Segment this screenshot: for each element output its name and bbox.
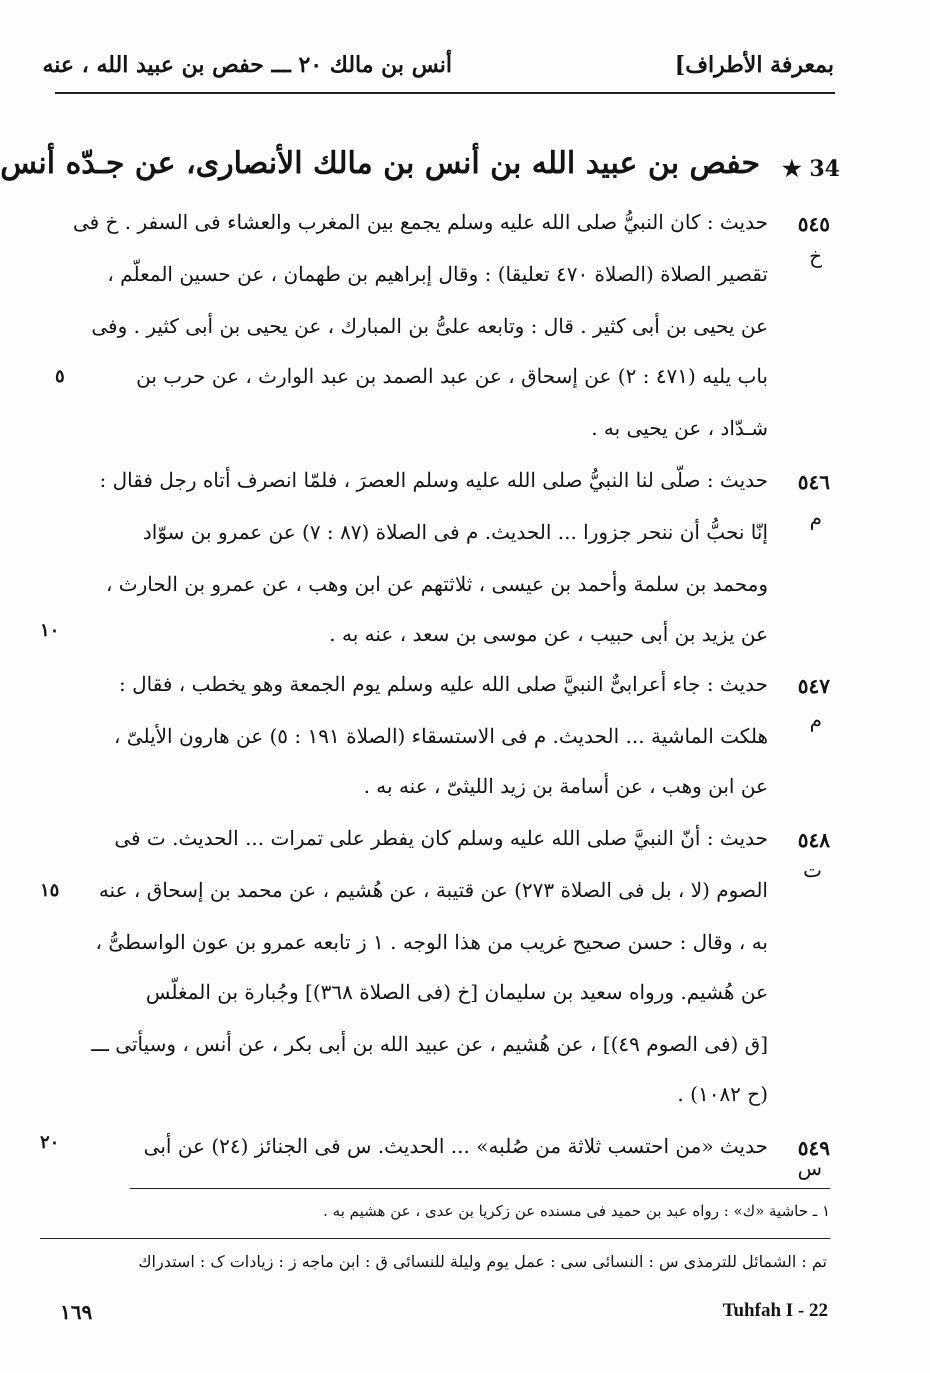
hadith-line: به ، وقال : حسن صحيح غريب من هذا الوجه . ١ ز تابعه عمرو بن عون الواسطىُّ ، [95,930,768,954]
running-header-right: بمعرفة الأطراف] [674,52,834,78]
hadith-line: حديث : صلّى لنا النبيُّ صلى الله عليه وسلم العصرَ ، فلمّا انصرف أتاه رجل فقال : [99,468,768,492]
header-rule [55,92,835,94]
hadith-sigla: س [797,1156,822,1180]
hadith-line: حديث «من احتسب ثلاثة من صُلبه» ... الحديث. س فى الجنائز (٢٤) عن أبى [143,1134,768,1158]
footnote-rule [130,1188,830,1189]
hadith-line: حديث : كان النبيُّ صلى الله عليه وسلم يجمع بين المغرب والعشاء فى السفر . خ فى [72,210,768,234]
margin-line-number: ١٠ [40,620,60,641]
hadith-line: حديث : أنّ النبيَّ صلى الله عليه وسلم كان يفطر على تمرات ... الحديث. ت فى [114,826,768,850]
hadith-line: هلكت الماشية ... الحديث. م فى الاستسقاء (الصلاة ١٩١ : ٥) عن هارون الأيلىّ ، [113,724,768,748]
hadith-number: ٥٤٦ [797,470,830,494]
hadith-line: عن يزيد بن أبى حبيب ، عن موسى بن سعد ، عنه به . [329,622,768,646]
hadith-number: ٥٤٥ [797,212,830,236]
hadith-line: إنّا نحبُّ أن ننحر جزورا ... الحديث. م فى الصلاة (٨٧ : ٧) عن عمرو بن سوّاد [142,520,768,544]
signature-mark: Tuhfah I - 22 [722,1300,828,1321]
hadith-sigla: م [809,708,822,732]
hadith-sigla: ت [803,858,822,882]
hadith-line: عن ابن وهب ، عن أسامة بن زيد الليثىّ ، عنه به . [363,774,768,798]
hadith-line: [ق (فى الصوم ٤٩)] ، عن هُشيم ، عن عبيد الله بن أبى بكر ، عن أنس ، وسيأتى ـــ [91,1032,768,1056]
hadith-line: شـدّاد ، عن يحيى به . [591,416,768,440]
hadith-number: ٥٤٨ [797,828,830,852]
hadith-line: عن هُشيم. ورواه سعيد بن سليمان [خ (فى الصلاة ٣٦٨)] وجُبارة بن المغلّس [145,980,768,1004]
hadith-line: تقصير الصلاة (الصلاة ٤٧٠ تعليقا) : وقال إبراهيم بن طهمان ، عن حسين المعلّم ، [107,262,768,286]
running-header-center: أنس بن مالك ٢٠ ـــ حفص بن عبيد الله ، عنه [42,52,452,78]
hadith-sigla: خ [809,244,822,268]
hadith-line: عن يحيى بن أبى كثير . قال : وتابعه علىُّ بن المبارك ، عن يحيى بن أبى كثير . وفى [91,314,768,338]
abbreviations-key: تم : الشمائل للترمذى س : النسائى سى : عمل يوم وليلة للنسائى ق : ابن ماجه ز : زيادات ک : استدراك [138,1252,827,1271]
hadith-line: الصوم (لا ، بل فى الصلاة ٢٧٣) عن قتيبة ، عن هُشيم ، عن محمد بن إسحاق ، عنه [98,878,768,902]
page-number: ١٦٩ [60,1300,93,1324]
footnote: ١ ـ حاشية «ك» : رواه عبد بن حميد فى مسنده عن زكريا بن عدى ، عن هشيم به . [323,1202,830,1220]
margin-line-number: ١٥ [40,880,60,901]
entry-number: 34 ★ [781,156,840,182]
hadith-line: ومحمد بن سلمة وأحمد بن عيسى ، ثلاثتهم عن ابن وهب ، عن عمرو بن الحارث ، [105,572,768,596]
hadith-number: ٥٤٧ [797,674,830,698]
margin-line-number: ٥ [55,366,65,387]
margin-line-number: ٢٠ [40,1132,60,1153]
hadith-sigla: م [809,506,822,530]
hadith-line: (ح ١٠٨٢) . [677,1082,768,1106]
hadith-line: حديث : جاء أعرابىٌّ النبيَّ صلى الله عليه وسلم يوم الجمعة وهو يخطب ، فقال : [119,672,768,696]
hadith-number: ٥٤٩ [797,1136,830,1160]
entry-title: حفص بن عبيد الله بن أنس بن مالك الأنصارى، عن جـدّه أنس [0,146,760,181]
abbreviations-rule [40,1238,830,1239]
hadith-line: باب يليه (٤٧١ : ٢) عن إسحاق ، عن عبد الصمد بن عبد الوارث ، عن حرب بن [136,364,768,388]
